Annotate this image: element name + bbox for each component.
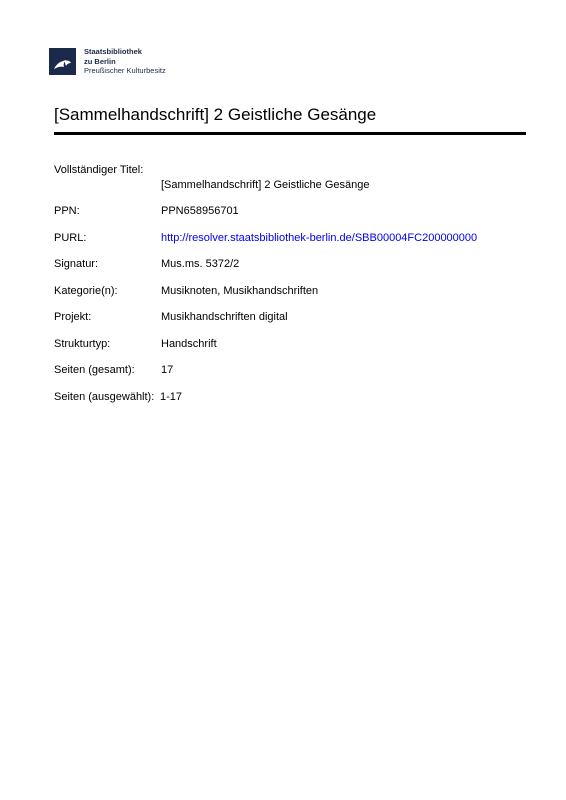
library-logo — [49, 48, 166, 76]
eagle-emblem-icon — [49, 48, 76, 75]
value-seiten-gesamt: 17 — [161, 364, 174, 376]
value-title: [Sammelhandschrift] 2 Geistliche Gesänge — [161, 179, 370, 191]
value-projekt: Musikhandschriften digital — [161, 311, 288, 323]
value-ppn: PPN658956701 — [161, 205, 239, 217]
label-title: Vollständiger Titel: — [54, 164, 144, 176]
title-rule — [54, 132, 526, 135]
label-ppn: PPN: — [54, 205, 80, 217]
label-strukturtyp: Strukturtyp: — [54, 337, 111, 350]
document-title: [Sammelhandschrift] 2 Geistliche Gesänge — [54, 105, 377, 124]
value-kategorie: Musiknoten, Musikhandschriften — [161, 284, 319, 297]
value-signatur: Mus.ms. 5372/2 — [161, 258, 240, 270]
logo-line-3: Preußischer Kulturbesitz — [84, 66, 166, 75]
label-projekt: Projekt: — [54, 311, 92, 323]
label-seiten-gesamt: Seiten (gesamt): — [54, 364, 135, 376]
logo-line-2: zu Berlin — [84, 56, 116, 66]
logo-text — [84, 47, 166, 76]
logo-line-1: Staatsbibliothek — [84, 47, 142, 56]
value-strukturtyp: Handschrift — [161, 337, 217, 350]
label-kategorie: Kategorie(n): — [54, 284, 118, 297]
value-seiten-ausgewaehlt: 1-17 — [160, 390, 183, 403]
label-seiten-ausgewaehlt: Seiten (ausgewählt): — [54, 390, 155, 403]
label-purl: PURL: — [54, 231, 87, 244]
label-signatur: Signatur: — [54, 258, 99, 270]
purl-link[interactable]: http://resolver.staatsbibliothek-berlin.de/SBB00004FC200000000 — [161, 231, 478, 244]
